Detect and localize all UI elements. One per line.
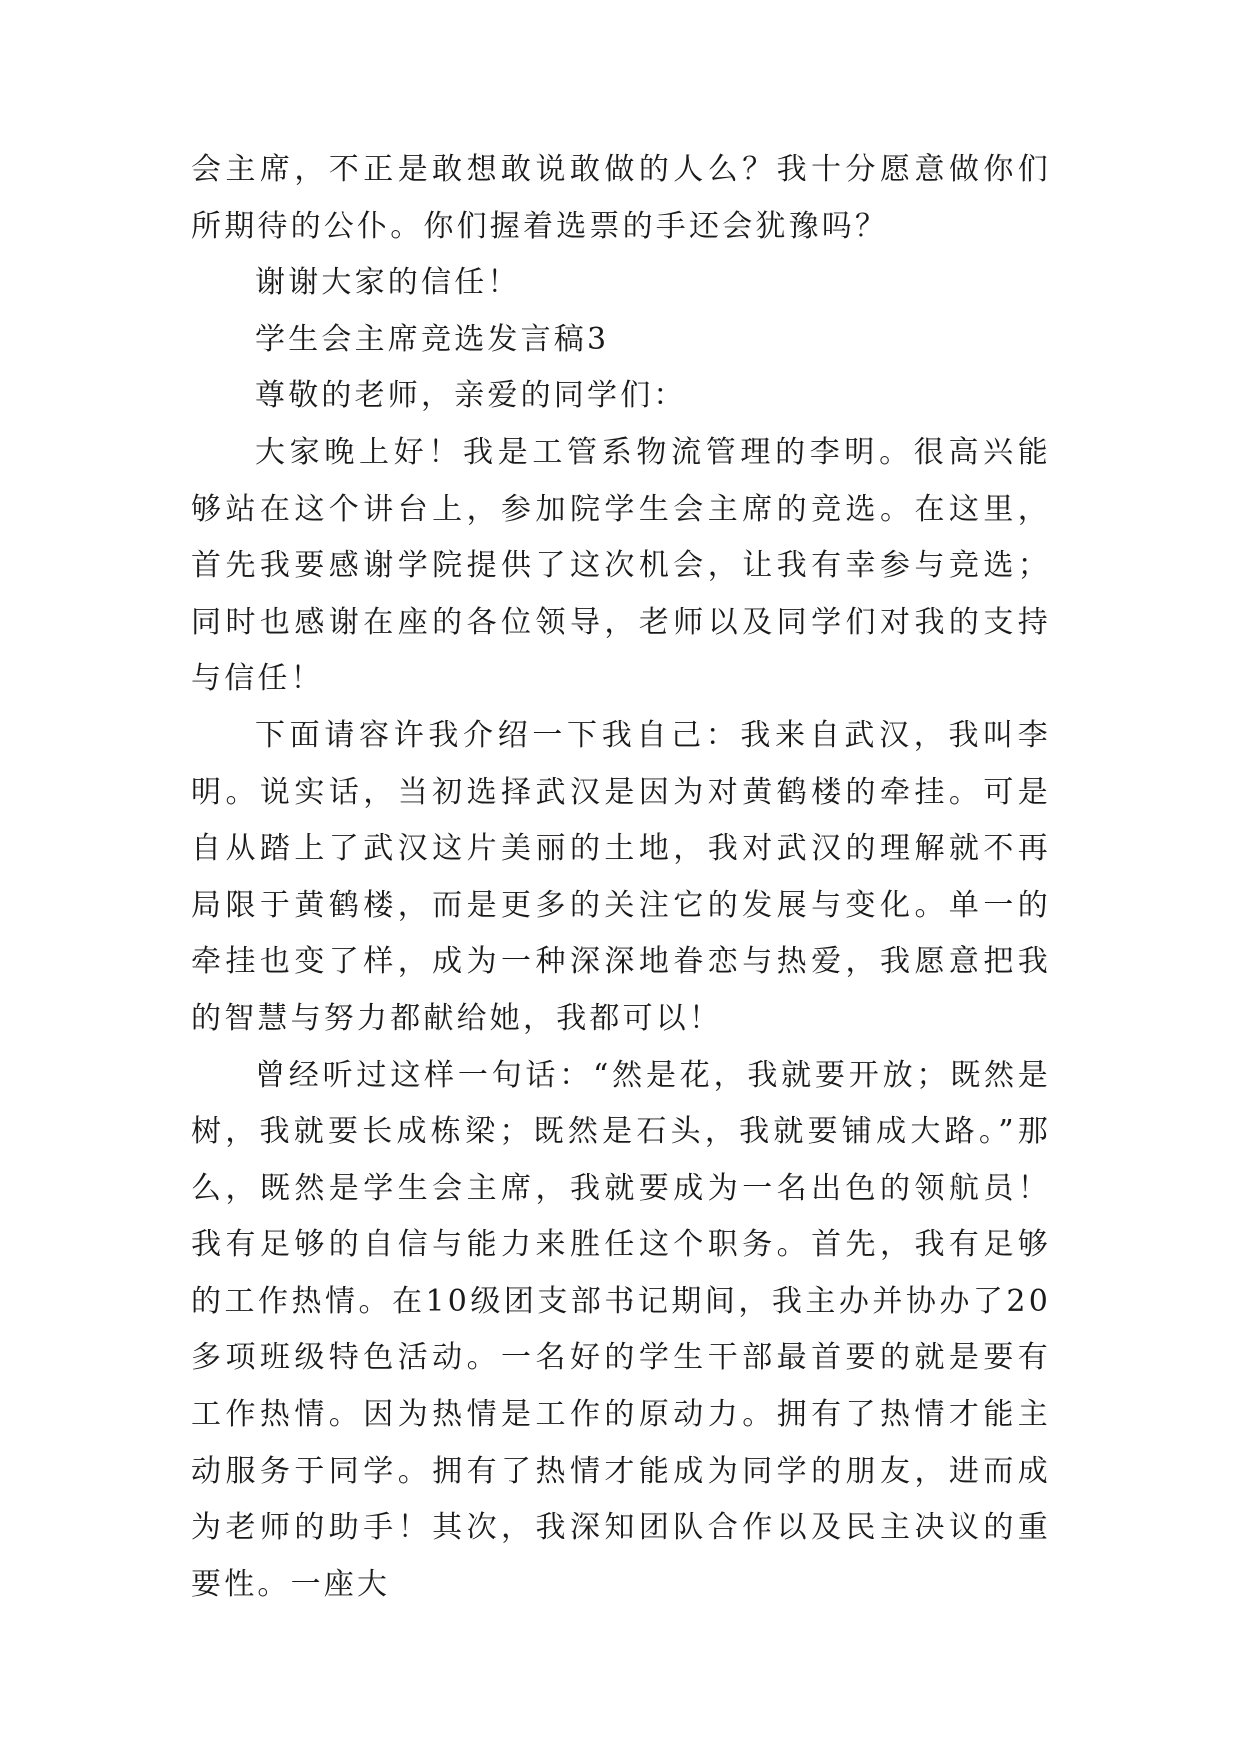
paragraph-greeting: 大家晚上好！我是工管系物流管理的李明。很高兴能够站在这个讲台上，参加院学生会主席的竞选。在这里，首先我要感谢学院提供了这次机会，让我有幸参与竞选；同时也感谢在座的各位领导，老师以及同学们对我的支持与信任！ xyxy=(191,434,1051,697)
document-body xyxy=(191,142,1051,1613)
paragraph-qualifications: 曾经听过这样一句话：“然是花，我就要开放；既然是树，我就要长成栋梁；既然是石头，我就要铺成大路。”那么，既然是学生会主席，我就要成为一名出色的领航员！我有足够的自信与能力来胜任这个职务。首先，我有足够的工作热情。在10级团支部书记期间，我主办并协办了20多项班级特色活动。一名好的学生干部最首要的就是要有工作热情。因为热情是工作的原动力。拥有了热情才能主动服务于同学。拥有了热情才能成为同学的朋友，进而成为老师的助手！其次，我深知团队合作以及民主决议的重要性。一座大 xyxy=(191,1057,1051,1602)
section-title: 学生会主席竞选发言稿3 xyxy=(255,321,610,357)
paragraph-introduction: 下面请容许我介绍一下我自己：我来自武汉，我叫李明。说实话，当初选择武汉是因为对黄鹤楼的牵挂。可是自从踏上了武汉这片美丽的土地，我对武汉的理解就不再局限于黄鹤楼，而是更多的关注它的发展与变化。单一的牵挂也变了样，成为一种深深地眷恋与热爱，我愿意把我的智慧与努力都献给她，我都可以！ xyxy=(191,717,1051,1036)
paragraph-thanks: 谢谢大家的信任！ xyxy=(255,265,521,301)
paragraph-salutation: 尊敬的老师，亲爱的同学们： xyxy=(255,378,687,414)
paragraph-continuation: 会主席，不正是敢想敢说敢做的人么？我十分愿意做你们所期待的公仆。你们握着选票的手还会犹豫吗？ xyxy=(191,152,1051,244)
